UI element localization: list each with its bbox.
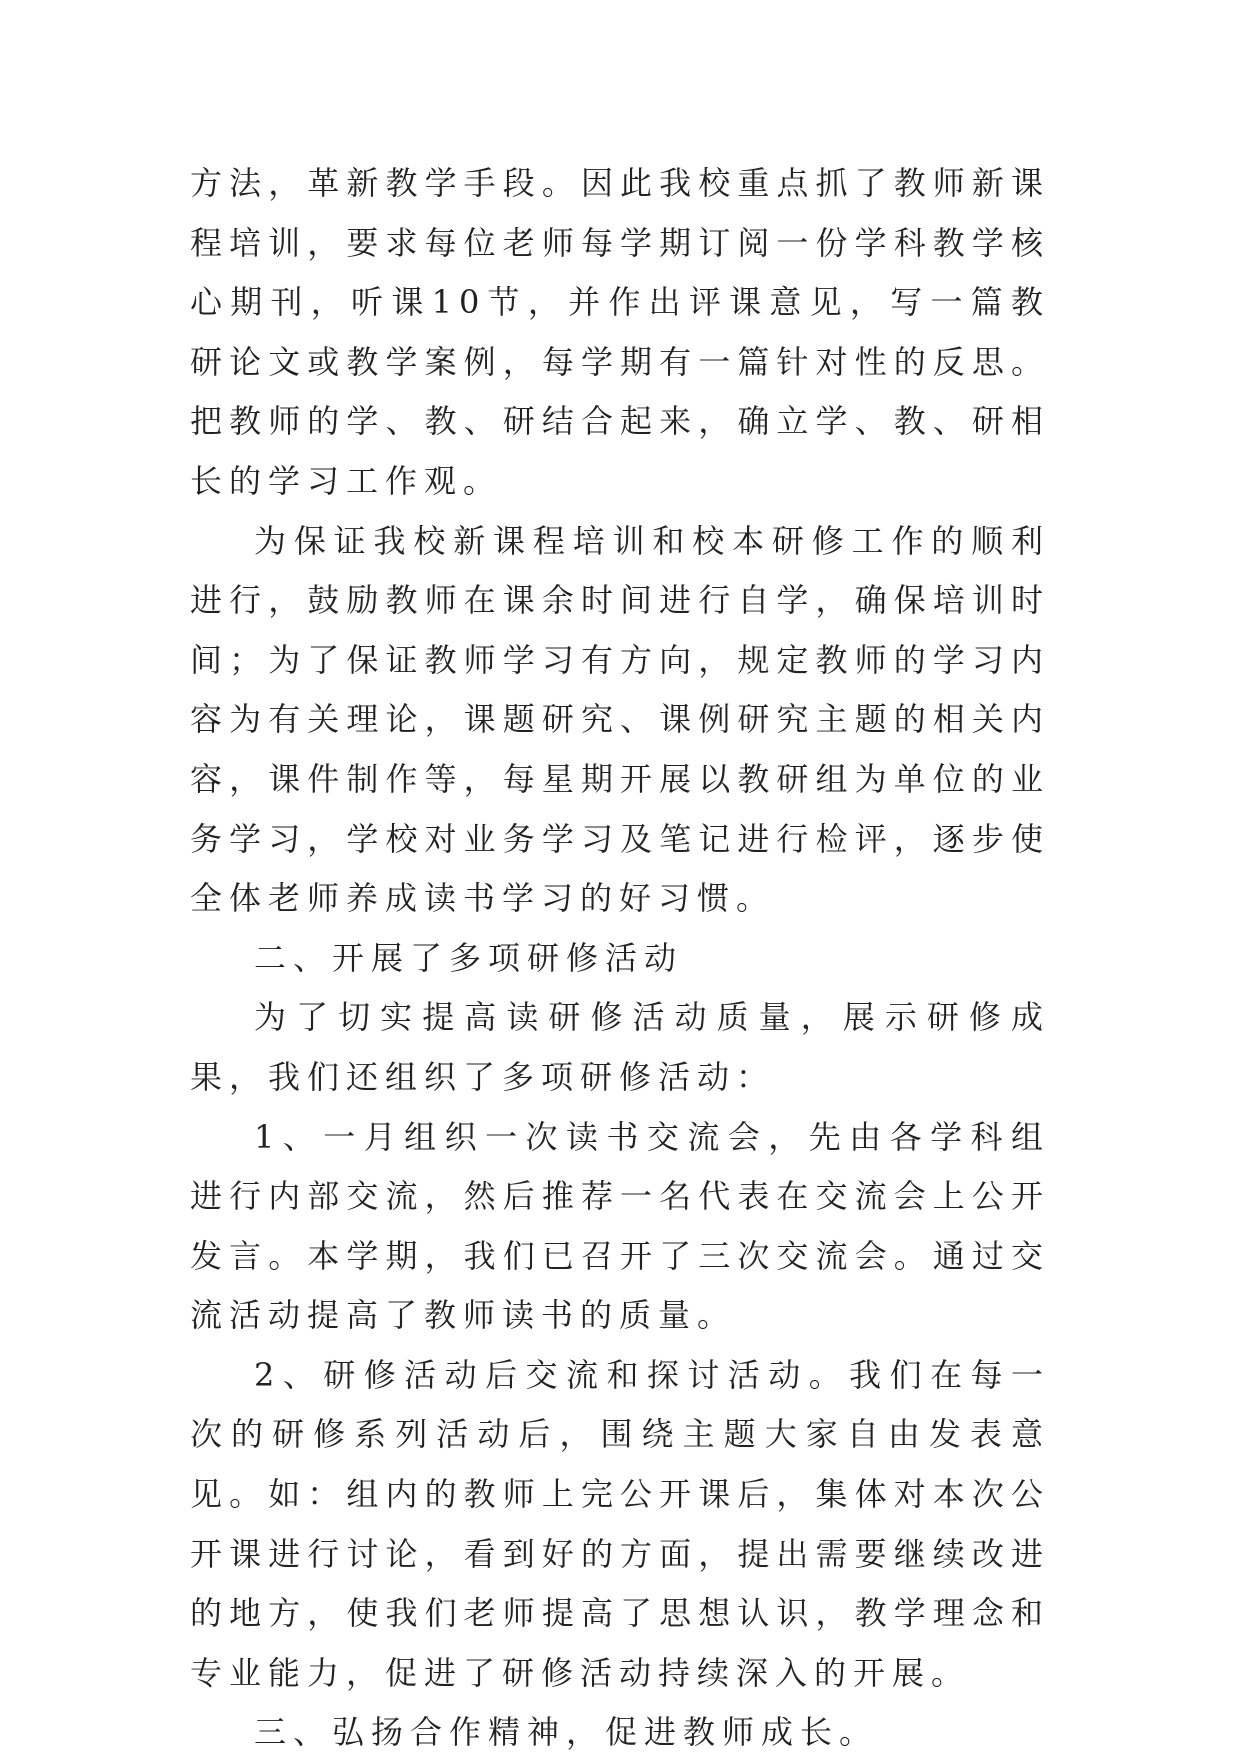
list-item: 2、研修活动后交流和探讨活动。我们在每一次的研修系列活动后，围绕主题大家自由发表意见。如：组内的教师上完公开课后，集体对本次公开课进行讨论，看到好的方面，提出需要继续改进的地方，使我们老师提高了思想认识，教学理念和专业能力，促进了研修活动持续深入的开展。	[190, 1355, 1050, 1692]
list-item: 1、一月组织一次读书交流会，先由各学科组进行内部交流，然后推荐一名代表在交流会上公开发言。本学期，我们已召开了三次交流会。通过交流活动提高了教师读书的质量。	[190, 1117, 1050, 1335]
paragraph: 为了切实提高读研修活动质量，展示研修成果，我们还组织了多项研修活动：	[190, 998, 1050, 1096]
section-heading: 二、开展了多项研修活动	[254, 938, 684, 977]
section-heading: 三、弘扬合作精神，促进教师成长。	[254, 1713, 879, 1752]
paragraph: 为保证我校新课程培训和校本研修工作的顺利进行，鼓励教师在课余时间进行自学，确保培训时间；为了保证教师学习有方向，规定教师的学习内容为有关理论，课题研究、课例研究主题的相关内容，课件制作等，每星期开展以教研组为单位的业务学习，学校对业务学习及笔记进行检评，逐步使全体老师养成读书学习的好习惯。	[190, 521, 1050, 918]
document-body	[190, 154, 1050, 1763]
paragraph: 方法，革新教学手段。因此我校重点抓了教师新课程培训，要求每位老师每学期订阅一份学科教学核心期刊，听课10节，并作出评课意见，写一篇教研论文或教学案例，每学期有一篇针对性的反思。把教师的学、教、研结合起来，确立学、教、研相长的学习工作观。	[190, 164, 1050, 500]
